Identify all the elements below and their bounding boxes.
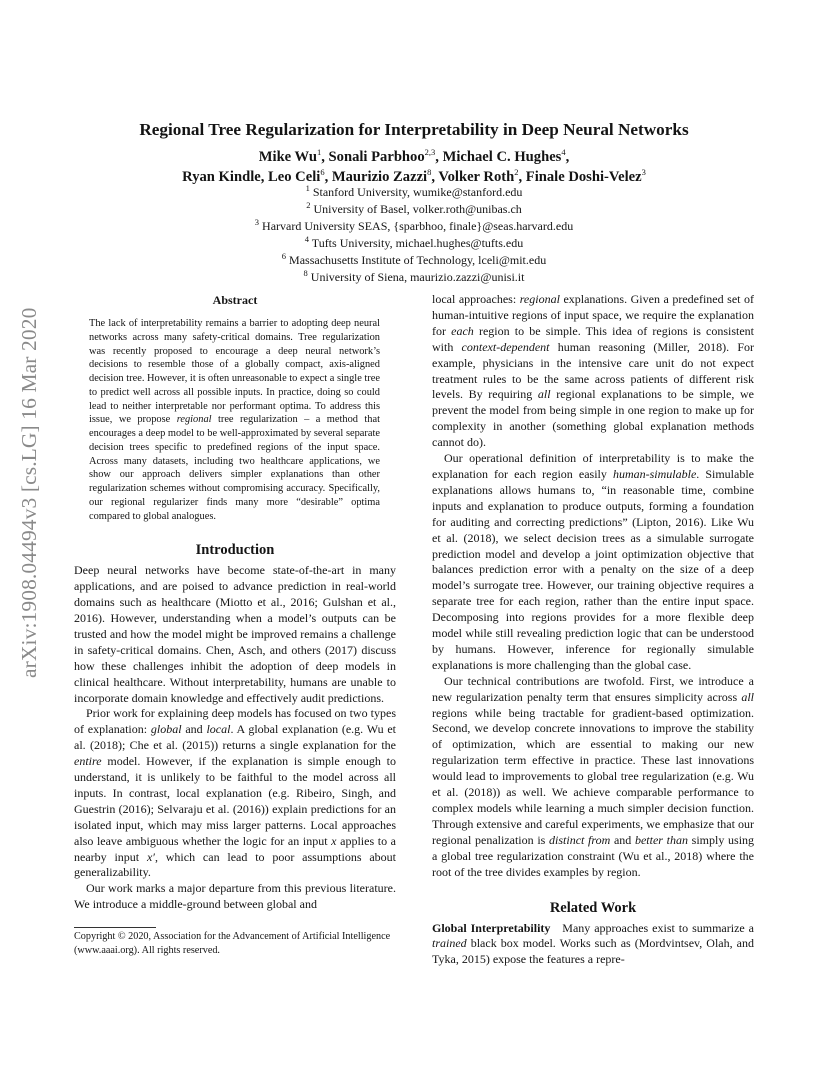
author-sup: 4 (561, 147, 566, 158)
affiliation-text: University of Siena, maurizio.zazzi@unisi.it (310, 269, 525, 284)
abstract-emphasis: regional (176, 414, 212, 426)
author-name: Michael C. Hughes (442, 149, 562, 165)
text-run: black box model. Works such as (Mordvintsev, Olah, and Tyka, 2015) expose the features a repre- (432, 936, 754, 967)
text-run: Our technical contributions are twofold. First, we introduce a new regularization penalty term that ensures simplicity across (432, 673, 754, 704)
right-paragraph-1 (432, 292, 754, 451)
related-work-heading: Related Work (549, 899, 637, 916)
arxiv-identifier: arXiv:1908.04494v3 [cs.LG] 16 Mar 2020 (17, 307, 41, 678)
author-name: Ryan Kindle, Leo Celi (182, 168, 321, 185)
author-sup: 3 (641, 166, 646, 177)
text-run: and (185, 722, 203, 737)
text-run: human reasoning (Miller, 2018). For example, physicians in the intensive care unit do not expect treatment rules to be the same across patients of different risk levels. By requiring (432, 339, 754, 402)
emphasis: all (741, 689, 755, 704)
affiliation-sup: 2 (306, 199, 311, 210)
affiliation (74, 201, 754, 218)
emphasis: each (451, 323, 474, 338)
text-run: simply using a global tree regularization constraint (Wu et al., 2018) where the root of the tree divides examples by region. (432, 832, 755, 879)
emphasis: human-simulable (612, 466, 697, 481)
abstract-heading: Abstract (212, 293, 258, 307)
emphasis: all (537, 387, 551, 402)
affiliation-text: Massachusetts Institute of Technology, lceli@mit.edu (289, 252, 547, 267)
right-paragraph-2 (432, 451, 754, 674)
right-column (432, 292, 754, 968)
text-run: . A global explanation (e.g. Wu et al. (2018); Che et al. (2015)) returns a single explanation for the (74, 722, 397, 753)
author-sep: , (518, 168, 526, 185)
introduction-heading: Introduction (195, 542, 275, 559)
subsection-label: Global Interpretability (432, 920, 551, 935)
affiliation-text: Tufts University, michael.hughes@tufts.edu (311, 235, 524, 250)
text-run: applies to a nearby input (74, 833, 397, 864)
abstract-text: tree regularization – a method that encourages a deep model to be well-approximated by several separate decision trees specific to predefined regions of the input space. Across many datasets, including two healthcare applications, we show our approach delivers simpler explanations than other regularization schemes without compromising accuracy. Specifically, our regional regularizer finds many more “desirable” optima compared to global analogues. (89, 414, 380, 522)
author-line-1 (74, 148, 754, 168)
author-sup: 2,3 (424, 147, 436, 158)
text-run: Many approaches exist to summarize a (562, 920, 755, 935)
affiliation-sup: 6 (281, 250, 287, 261)
affiliation (74, 252, 754, 269)
author-name: Mike Wu (258, 149, 317, 165)
right-paragraph-3 (432, 674, 754, 881)
emphasis: trained (432, 936, 467, 951)
author-sep: , (431, 168, 439, 185)
author-name: Volker Roth (438, 168, 515, 185)
author-name: Sonali Parbhoo (328, 149, 425, 165)
text-run: model. However, if the explanation is simple enough to understand, it is unlikely to be faithful to the model across all inputs. In contrast, local explanation (e.g. Ribeiro, Singh, and Guestrin (2016); Selvaraju et al. (2016)) explain predictions for an isolated input, which may miss larger patterns. Local approaches also leave ambiguous whether the logic for an input (74, 754, 396, 848)
affiliation (74, 184, 754, 201)
text-run: regions while being tractable for gradient-based optimization. Second, we develop concrete innovations to improve the stability of optimization, which are essential to making our new regularization term effective in practice. These last innovations would lead to improvements to global tree regularization (e.g. Wu et al. (2018)) as well. We achieve comparable performance to complex models while learning a much simpler decision function. Through extensive and careful experiments, we emphasize that our regional penalization is (432, 705, 754, 847)
text-run: local approaches: (432, 292, 517, 306)
abstract-text: The lack of interpretability remains a barrier to adopting deep neural networks across many safety-critical domains. Tree regularization was recently proposed to encourage a deep neural network’s decisions to resemble those of a globally compact, axis-aligned decision tree. However, it is often unreasonable to expect a single tree to predict well across all possible inputs. In practice, doing so could lead to neither interpretable nor performant optima. To address this issue, we propose (89, 318, 380, 426)
affiliation-sup: 4 (304, 233, 309, 244)
author-sep: , (435, 149, 443, 165)
emphasis: entire (74, 754, 102, 769)
author-sep: , (321, 149, 329, 165)
math-variable: x (331, 833, 337, 848)
emphasis: local (206, 722, 231, 737)
affiliation-list (74, 184, 754, 285)
author-sup: 6 (320, 166, 325, 177)
intro-paragraph-2 (74, 706, 396, 881)
emphasis: distinct from (549, 832, 611, 847)
text-run: and (613, 832, 632, 847)
footnote-rule (74, 927, 156, 928)
author-sep: , (324, 168, 332, 185)
affiliation-text: Stanford University, wumike@stanford.edu (312, 185, 523, 199)
affiliation-text: University of Basel, volker.roth@unibas.ch (313, 201, 522, 216)
author-sup: 2 (514, 166, 519, 177)
author-sep: , (565, 149, 570, 165)
affiliation (74, 218, 754, 235)
text-run: . Simulable explanations allows humans to, “in reasonable time, combine inputs and explanation to produce outputs, forming a foundation for auditing and correcting predictions” (Lipton, 2016). Like Wu et al. (2018), we select decision trees as a simulable surrogate prediction model and develop a joint optimization objective that balances prediction error with a penalty on the size of a deep model’s surrogate tree. However, our training objective requires a separate tree for each region, rather than the entire input space. Decomposing into regions provides for a more flexible deep model while still revealing prediction logic that can be understood by humans. However, inference for regionally simulable explanations is more challenging than the global case. (432, 466, 754, 672)
text-run: , which can lead to poor assumptions about generalizability. (74, 849, 397, 880)
left-column (74, 292, 396, 913)
text-run: regional explanations to be simple, we prevent the model from being simple in one region to make up for complexity in another (something global explanation methods cannot do). (432, 387, 755, 450)
text-run: Our operational definition of interpretability is to make the explanation for each region easily (432, 451, 754, 481)
text-run: explanations. Given a predefined set of human-intuitive regions of input space, we require the explanation for (432, 292, 755, 338)
author-sup: 8 (427, 166, 432, 177)
author-sup: 1 (317, 147, 322, 158)
affiliation-sup: 3 (254, 216, 260, 227)
affiliation-sup: 8 (303, 267, 308, 278)
copyright-footnote: Copyright © 2020, Association for the Advancement of Artificial Intelligence (www.aaai.org). All rights reserved. (74, 931, 391, 956)
emphasis: better than (634, 832, 688, 847)
emphasis: context-dependent (461, 339, 550, 354)
author-name: Maurizio Zazzi (331, 168, 428, 185)
text-run: Prior work for explaining deep models has focused on two types of explanation: (74, 706, 396, 737)
affiliation-text: Harvard University SEAS, {sparbhoo, finale}@seas.harvard.edu (262, 218, 574, 233)
affiliation-sup: 1 (305, 183, 310, 193)
related-work-paragraph (432, 921, 754, 969)
author-list (74, 148, 754, 187)
emphasis: regional (519, 292, 560, 306)
affiliation (74, 235, 754, 252)
intro-paragraph-3: Our work marks a major departure from this previous literature. We introduce a middle-ground between global and (74, 881, 396, 912)
math-variable: x′ (146, 849, 155, 864)
intro-paragraph-1: Deep neural networks have become state-of-the-art in many applications, and are poised to advance prediction in real-world domains such as healthcare (Miotto et al., 2016; Gulshan et al., 2016). However, understanding when a model’s outputs can be trusted and how the model might be improved remains a challenge in safety-critical domains. Chen, Asch, and others (2017) discuss how these challenges inhibit the adoption of deep models in clinical healthcare. Without interpretability, humans are unable to incorporate domain knowledge and effectively audit predictions. (74, 563, 396, 705)
author-name: Finale Doshi-Velez (525, 168, 642, 185)
paper-title: Regional Tree Regularization for Interpretability in Deep Neural Networks (139, 120, 689, 139)
affiliation (74, 269, 754, 286)
abstract-body (89, 317, 380, 523)
text-run: region to be simple. This idea of regions is consistent with (432, 323, 755, 354)
emphasis: global (150, 722, 182, 737)
